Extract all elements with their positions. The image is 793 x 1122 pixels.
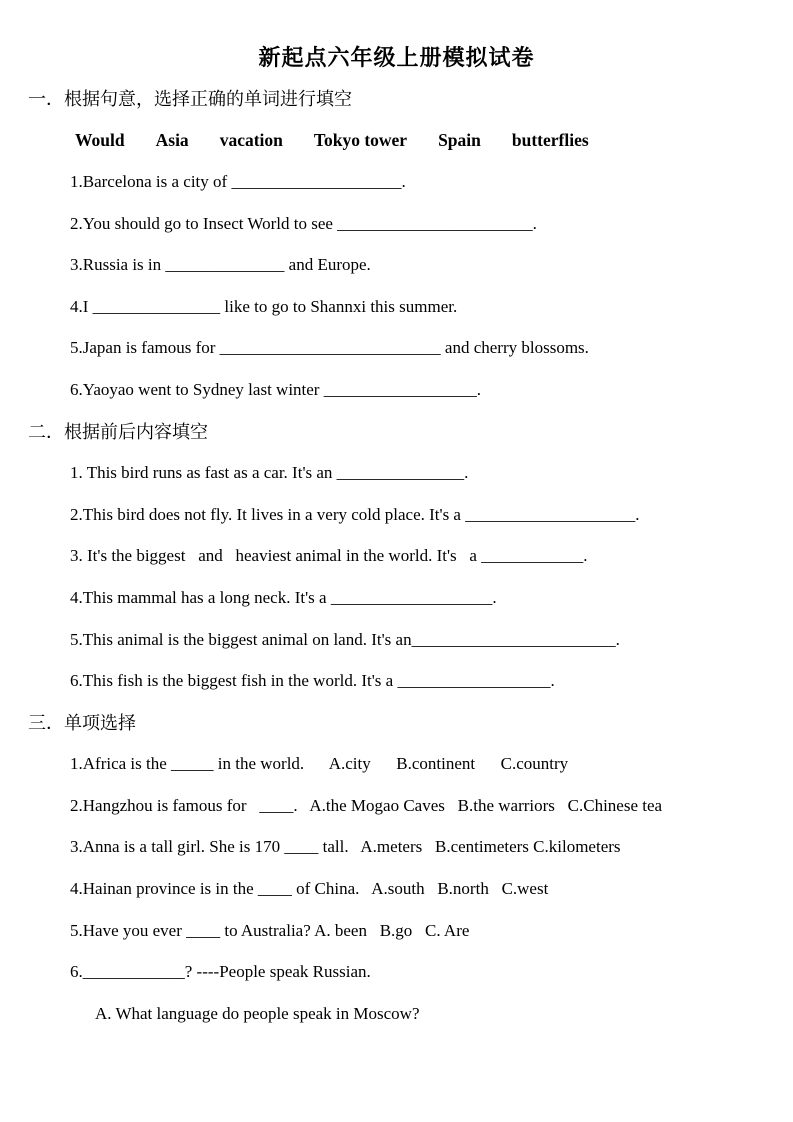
section-3-question-6-option-a: A. What language do people speak in Moscow? xyxy=(95,1003,420,1023)
word-bank xyxy=(0,120,793,162)
section-2-question-5: 5.This animal is the biggest animal on land. It's an________________________. xyxy=(70,629,620,649)
word-bank-word: butterflies xyxy=(511,130,589,151)
section-1-question-1: 1.Barcelona is a city of ____________________. xyxy=(70,171,406,191)
section-2-question-2: 2.This bird does not fly. It lives in a very cold place. It's a ____________________. xyxy=(70,504,640,524)
section-1-question-6: 6.Yaoyao went to Sydney last winter __________________. xyxy=(70,379,481,399)
section-2-question-4: 4.This mammal has a long neck. It's a ___________________. xyxy=(70,587,497,607)
word-bank-word: vacation xyxy=(219,130,283,151)
section-1-heading: 一．根据句意，选择正确的单词进行填空 xyxy=(28,88,352,109)
section-1-question-2: 2.You should go to Insect World to see _______________________. xyxy=(70,213,537,233)
section-2-question-1: 1. This bird runs as fast as a car. It's an _______________. xyxy=(70,463,469,483)
word-bank-word: Asia xyxy=(155,130,189,151)
section-2-question-6: 6.This fish is the biggest fish in the world. It's a __________________. xyxy=(70,671,555,691)
page-title: 新起点六年级上册模拟试卷 xyxy=(258,45,535,70)
section-3-question-5: 5.Have you ever ____ to Australia? A. been B.go C. Are xyxy=(70,920,470,940)
section-1-question-4: 4.I _______________ like to go to Shannxi this summer. xyxy=(70,296,458,316)
section-3-question-1: 1.Africa is the _____ in the world. A.city B.continent C.country xyxy=(70,754,569,774)
section-3-question-3: 3.Anna is a tall girl. She is 170 ____ tall. A.meters B.centimeters C.kilometers xyxy=(70,837,621,857)
section-3-question-4: 4.Hainan province is in the ____ of China. A.south B.north C.west xyxy=(70,879,549,899)
word-bank-word: Would xyxy=(75,130,125,151)
section-2-question-3: 3. It's the biggest and heaviest animal in the world. It's a ____________. xyxy=(70,546,588,566)
word-bank-word: Spain xyxy=(438,130,481,151)
section-2-heading: 二．根据前后内容填空 xyxy=(28,421,208,442)
section-3-question-6: 6.____________? ----People speak Russian. xyxy=(70,962,371,982)
section-3-heading: 三．单项选择 xyxy=(28,712,136,733)
exam-content xyxy=(0,78,793,1035)
section-3-question-2: 2.Hangzhou is famous for ____. A.the Mogao Caves B.the warriors C.Chinese tea xyxy=(70,795,663,815)
word-bank-word: Tokyo tower xyxy=(313,130,408,151)
section-1-question-3: 3.Russia is in ______________ and Europe. xyxy=(70,255,371,275)
section-1-question-5: 5.Japan is famous for __________________________ and cherry blossoms. xyxy=(70,338,589,358)
